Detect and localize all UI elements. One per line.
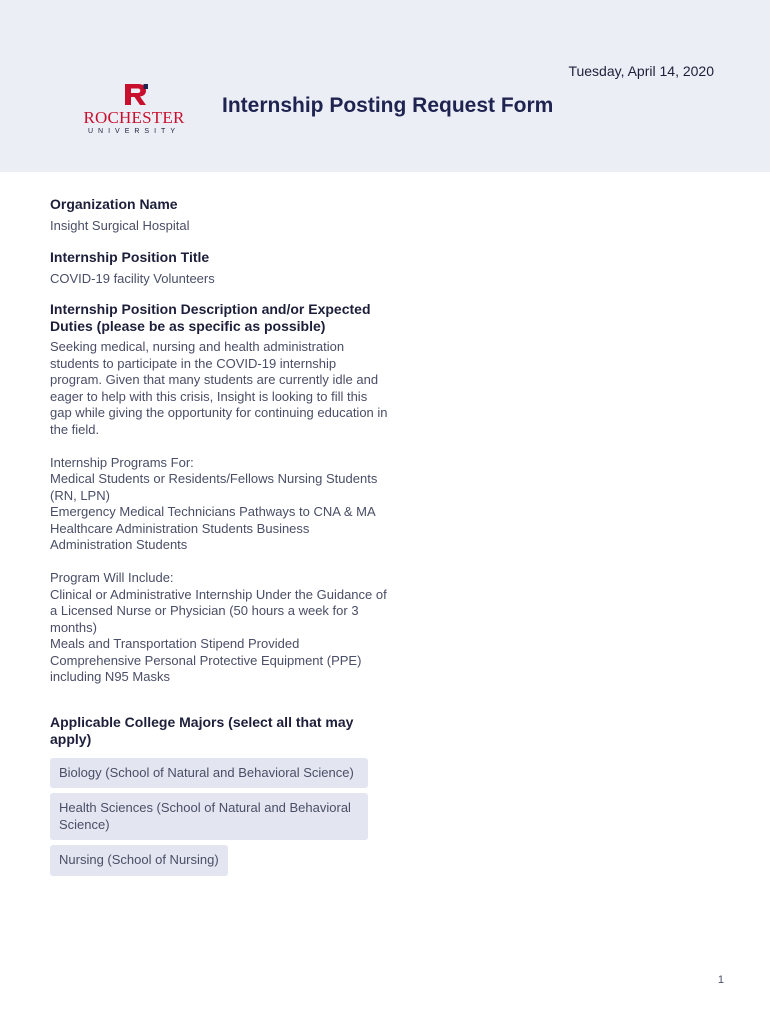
- major-option-nursing[interactable]: Nursing (School of Nursing): [50, 845, 228, 876]
- college-majors-label: Applicable College Majors (select all that may apply): [50, 713, 354, 747]
- rochester-university-logo: [74, 84, 194, 140]
- page-number: 1: [717, 974, 724, 986]
- form-date: Tuesday, April 14, 2020: [568, 63, 714, 79]
- position-title-value: COVID-19 facility Volunteers: [50, 270, 215, 286]
- form-content: [50, 196, 390, 881]
- position-description-label: Internship Position Description and/or Expected Duties (please be as specific as possible): [50, 301, 371, 334]
- major-option-biology[interactable]: Biology (School of Natural and Behavioral Science): [50, 758, 368, 789]
- form-title: Internship Posting Request Form: [222, 94, 554, 117]
- logo-subtitle: UNIVERSITY: [87, 128, 180, 135]
- position-description-value: Seeking medical, nursing and health administration students to participate in the COVID-19 internship program. Given that many students are currently idle and eager to help with this crisis, Insight is looking to fill this gap while giving the opportunity for continuing education in the field. Internship Programs For: Medical Students or Residents/Fellows Nursing Students (RN, LPN) Emergency Medical Technicians Pathways to CNA & MA Healthcare Administration Students Business Administration Students Program Will Include: Clinical or Administrative Internship Under the Guidance of a Licensed Nurse or Physician (50 hours a week for 3 months) Meals and Transportation Stipend Provided Comprehensive Personal Protective Equipment (PPE) including N95 Masks: [50, 339, 388, 684]
- organization-name-value: Insight Surgical Hospital: [50, 218, 190, 233]
- page-header: [0, 0, 770, 172]
- organization-name-label: Organization Name: [50, 196, 178, 212]
- major-option-health-sciences[interactable]: Health Sciences (School of Natural and Behavioral Science): [50, 793, 368, 840]
- logo-name: ROCHESTER: [83, 108, 185, 127]
- college-majors-list: [50, 758, 390, 881]
- position-title-label: Internship Position Title: [50, 248, 210, 265]
- logo-r-mark-icon: [122, 84, 148, 106]
